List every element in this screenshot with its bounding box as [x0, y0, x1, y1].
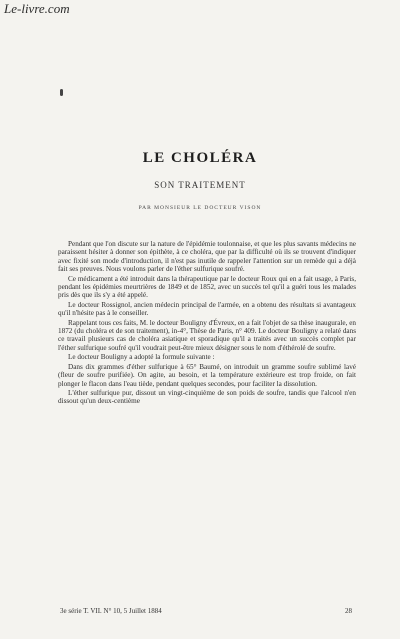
page-number: 28: [345, 607, 352, 615]
article-body: [58, 240, 356, 407]
watermark: Le-livre.com: [4, 1, 70, 16]
paragraph: Ce médicament a été introduit dans la thérapeutique par le docteur Roux qui en a fait usage, à Paris, pendant les épidémies meurtrières de 1849 et de 1852, avec un succès tel qu'il a guéri tous les malades pris dès que ils s'y a été appelé.: [58, 274, 356, 300]
author-line: PAR MONSIEUR LE DOCTEUR VISON: [138, 205, 262, 211]
paragraph: Rappelant tous ces faits, M. le docteur Bouligny d'Évreux, en a fait l'objet de sa thèse inaugurale, en 1872 (du choléra et de son traitement), in-4°, Thèse de Paris, n° 409. Le docteur Bouligny a relaté dans ce travail plusieurs cas de choléra asiatique et sporadique qu'il a traités avec un succès complet par l'éther sulfurique soufré qu'il voudrait peut-être mieux désigner sous le nom d'éthérolé de soufre.: [58, 318, 356, 352]
ink-speck: [60, 89, 63, 96]
paragraph: Pendant que l'on discute sur la nature de l'épidémie toulonnaise, et que les plus savants médecins ne paraissent hésiter à donner son épithète, à ce choléra, que par la difficulté où ils se trouvent d'indiquer avec fixité son mode d'introduction, il n'est pas inutile de rappeler l'attention sur un remède qui a déjà fait ses preuves. Nous voulons parler de l'éther sulfurique soufré.: [58, 240, 356, 274]
paragraph: L'éther sulfurique pur, dissout un vingt-cinquième de son poids de soufre, tandis que l'alcool n'en dissout qu'un deux-centième: [58, 388, 356, 406]
page-subtitle: SON TRAITEMENT: [154, 180, 246, 190]
series-info: 3e série T. VII. N° 10, 5 Juillet 1884: [60, 607, 162, 615]
paragraph: Le docteur Bouligny a adopté la formule suivante :: [68, 353, 215, 362]
page-footer: [60, 607, 352, 615]
page-title: LE CHOLÉRA: [142, 150, 258, 166]
paragraph: Le docteur Rossignol, ancien médecin principal de l'armée, en a obtenu des résultats si avantageux qu'il n'hésite pas à le conseiller.: [58, 300, 356, 318]
paragraph: Dans dix grammes d'éther sulfurique à 65° Baumé, on introduit un gramme soufre sublimé lavé (fleur de soufre purifiée). On agite, au besoin, et la température extérieure est trop froide, on fait plonger le flacon dans l'eau tiède, pendant quelques secondes, pour faciliter la dissolution.: [58, 362, 356, 388]
